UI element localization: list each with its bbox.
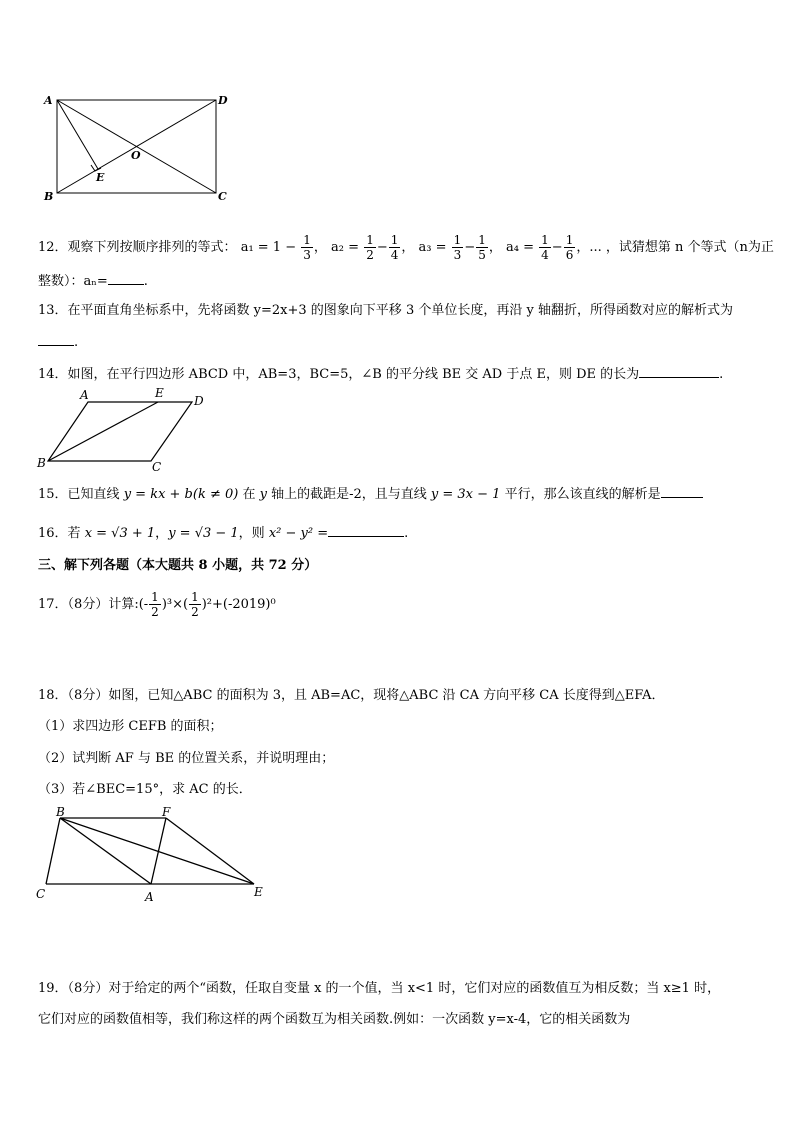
q16-y: y = √3 − 1 xyxy=(168,526,239,541)
fraction-1-4b: $\frac{1}{4}$ xyxy=(541,233,549,262)
q13-text: 13．在平面直角坐标系中，先将函数 y=2x+3 的图象向下平移 3 个单位长度，再沿 y 轴翻折，所得函数对应的解析式为 xyxy=(38,303,733,318)
label-E: E xyxy=(96,171,105,184)
question-12-line1: 12．观察下列按顺序排列的等式： a₁ = 1 − $\frac{1}{3}$ ， a₂ = $\frac{1}{2}$ − $\frac{1}{4}$ ， a₃ = $\frac{1}{3}$ − $\frac{1}{5}$ ， a₄ = $\frac{1}{4}$ − $\frac{1}{6}$ ，... ，试猜想第 n 个等式（n为正 xyxy=(38,233,774,262)
q18-figure xyxy=(34,805,274,905)
para-label-C: C xyxy=(152,460,162,474)
q18-label-B: B xyxy=(56,805,65,819)
answer-blank-14[interactable] xyxy=(639,365,719,378)
q12-a2: a₂ = xyxy=(331,240,360,255)
q12-a3: a₃ = xyxy=(418,240,447,255)
fraction-1-2: $\frac{1}{2}$ xyxy=(366,233,374,262)
q17-fraction-1: $\frac{1}{2}$ xyxy=(151,590,159,619)
q12-suffix: ，... ，试猜想第 n 个等式（n为正 xyxy=(576,240,774,255)
question-18-part1: （1）求四边形 CEFB 的面积； xyxy=(38,719,223,734)
question-14: 14．如图，在平行四边形 ABCD 中，AB=3，BC=5，∠B 的平分线 BE 交 AD 于点 E，则 DE 的长为 . xyxy=(38,367,724,382)
q12-a4: a₄ = xyxy=(506,240,535,255)
q15-equation: y = kx + b(k ≠ 0) xyxy=(123,487,239,502)
label-A: A xyxy=(44,94,53,107)
fraction-1-5: $\frac{1}{5}$ xyxy=(478,233,486,262)
label-B: B xyxy=(44,190,54,203)
answer-blank-16[interactable] xyxy=(328,524,404,537)
fraction-1-4: $\frac{1}{4}$ xyxy=(390,233,399,262)
q17-fraction-2: $\frac{1}{2}$ xyxy=(191,590,199,619)
label-C: C xyxy=(218,190,227,203)
q12-prefix: 12．观察下列按顺序排列的等式： xyxy=(38,240,237,255)
q18-label-A: A xyxy=(145,890,154,904)
question-18-part2: （2）试判断 AF 与 BE 的位置关系，并说明理由； xyxy=(38,751,335,766)
q16-part-a: 16．若 xyxy=(38,526,85,541)
para-label-D: D xyxy=(194,394,204,408)
answer-blank-13[interactable] xyxy=(38,333,74,346)
fraction-1-3: $\frac{1}{3}$ xyxy=(303,233,311,262)
question-17: 17．（8分）计算:(- $\frac{1}{2}$ )³×( $\frac{1}{2}$ )²+(-2019)⁰ xyxy=(38,590,276,619)
q18-label-E: E xyxy=(254,885,263,899)
answer-blank-15[interactable] xyxy=(661,485,703,498)
section-3-heading: 三、解下列各题（本大题共 8 小题，共 72 分） xyxy=(38,558,318,573)
para-label-B: B xyxy=(37,456,46,470)
answer-blank-12[interactable] xyxy=(108,272,144,285)
q12-a1: a₁ = 1 − xyxy=(240,240,297,255)
label-D: D xyxy=(218,94,228,107)
question-13-line1 xyxy=(38,302,733,320)
question-13-line2: . xyxy=(38,333,78,352)
q16-expr: x² − y² xyxy=(268,526,314,541)
q15-part-a: 15．已知直线 xyxy=(38,487,124,502)
fraction-1-6: $\frac{1}{6}$ xyxy=(565,233,574,262)
question-12-line2: 整数）：aₙ= . xyxy=(38,274,148,289)
rectangle-figure xyxy=(40,90,240,210)
q15-equation2: y = 3x − 1 xyxy=(430,487,501,502)
question-19-line2: 它们对应的函数值相等，我们称这样的两个函数互为相关函数.例如：一次函数 y=x-4，它的相关函数为 xyxy=(38,1012,631,1027)
q17-part-a: 17．（8分）计算:(- xyxy=(38,597,149,612)
q12-line2-text: 整数）：aₙ= xyxy=(38,274,108,289)
q16-x: x = √3 + 1 xyxy=(84,526,156,541)
question-18-stem: 18．（8分）如图，已知△ABC 的面积为 3，且 AB=AC，现将△ABC 沿 CA 方向平移 CA 长度得到△EFA． xyxy=(38,688,665,703)
para-label-E: E xyxy=(155,386,164,400)
para-label-A: A xyxy=(80,388,89,402)
parallelogram-figure xyxy=(34,385,224,475)
q14-text: 14．如图，在平行四边形 ABCD 中，AB=3，BC=5，∠B 的平分线 BE 交 AD 于点 E，则 DE 的长为 xyxy=(38,367,640,382)
question-16: 16．若 x = √3 + 1，y = √3 − 1，则 x² − y² = . xyxy=(38,526,409,541)
question-19-line1: 19．（8分）对于给定的两个“函数，任取自变量 x 的一个值，当 x<1 时，它们对应的函数值互为相反数；当 x≥1 时， xyxy=(38,981,721,996)
fraction-1-3b: $\frac{1}{3}$ xyxy=(453,233,462,262)
question-18-part3: （3）若∠BEC=15°，求 AC 的长． xyxy=(38,782,252,797)
q18-label-C: C xyxy=(36,887,46,901)
label-O: O xyxy=(131,149,141,162)
q18-label-F: F xyxy=(162,805,171,819)
question-15: 15．已知直线 y = kx + b(k ≠ 0) 在 y 轴上的截距是-2，且与直线 y = 3x − 1 平行，那么该直线的解析是 xyxy=(38,485,703,504)
